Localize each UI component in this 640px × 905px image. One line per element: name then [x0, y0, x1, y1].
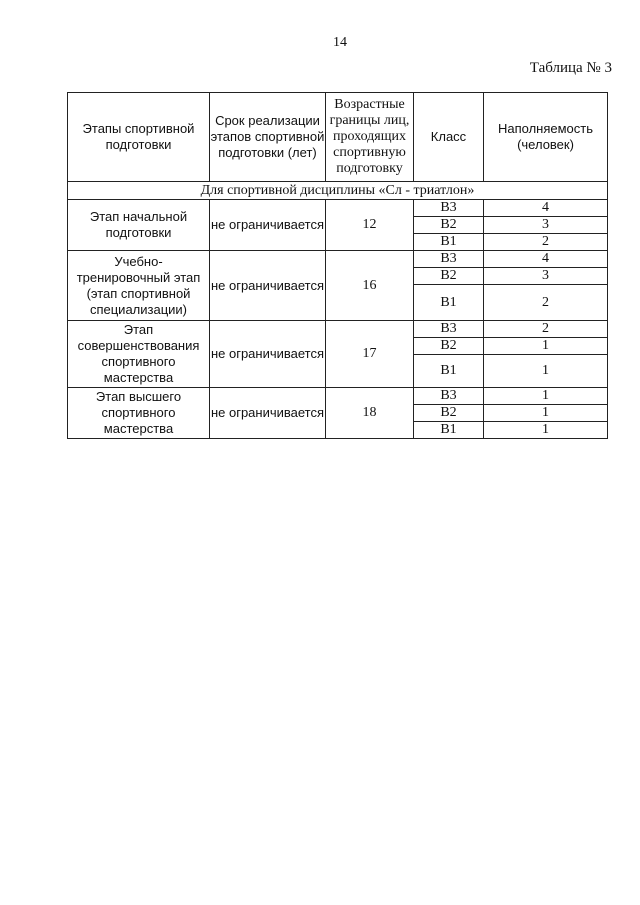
class-cell: В2: [414, 268, 484, 285]
duration-cell: не ограничивается: [210, 321, 326, 388]
class-cell: В2: [414, 338, 484, 355]
duration-cell: не ограничивается: [210, 388, 326, 439]
stage-cell: Учебно-тренировочный этап (этап спортивной специализации): [68, 251, 210, 321]
stage-cell: Этап начальной подготовки: [68, 200, 210, 251]
count-cell: 1: [484, 355, 608, 388]
class-cell: В2: [414, 405, 484, 422]
class-cell: В1: [414, 422, 484, 439]
class-cell: В1: [414, 285, 484, 321]
class-cell: В3: [414, 200, 484, 217]
page-number: 14: [333, 35, 347, 50]
age-cell: 18: [326, 388, 414, 439]
header-duration: Срок реализации этапов спортивной подготовки (лет): [210, 93, 326, 182]
header-row: [68, 93, 608, 182]
class-cell: В2: [414, 217, 484, 234]
discipline-row: [68, 182, 608, 200]
table-row: [68, 200, 608, 217]
count-cell: 1: [484, 405, 608, 422]
table-row: [68, 388, 608, 405]
class-cell: В3: [414, 251, 484, 268]
stage-cell: Этап высшего спортивного мастерства: [68, 388, 210, 439]
count-cell: 1: [484, 388, 608, 405]
count-cell: 1: [484, 338, 608, 355]
sports-training-table: [67, 92, 608, 439]
duration-cell: не ограничивается: [210, 200, 326, 251]
count-cell: 2: [484, 285, 608, 321]
class-cell: В3: [414, 321, 484, 338]
class-cell: В1: [414, 355, 484, 388]
class-cell: В3: [414, 388, 484, 405]
count-cell: 2: [484, 321, 608, 338]
age-cell: 12: [326, 200, 414, 251]
header-occupancy: Наполняемость (человек): [484, 93, 608, 182]
count-cell: 4: [484, 200, 608, 217]
age-cell: 16: [326, 251, 414, 321]
table-caption: Таблица № 3: [529, 60, 612, 76]
count-cell: 3: [484, 217, 608, 234]
count-cell: 3: [484, 268, 608, 285]
age-cell: 17: [326, 321, 414, 388]
count-cell: 1: [484, 422, 608, 439]
count-cell: 4: [484, 251, 608, 268]
header-class: Класс: [414, 93, 484, 182]
header-age: Возрастные границы лиц, проходящих спортивную подготовку: [326, 93, 414, 182]
discipline-title: Для спортивной дисциплины «Сл - триатлон»: [68, 182, 608, 200]
stage-cell: Этап совершенствования спортивного мастерства: [68, 321, 210, 388]
count-cell: 2: [484, 234, 608, 251]
table-row: [68, 321, 608, 338]
header-stages: Этапы спортивной подготовки: [68, 93, 210, 182]
class-cell: В1: [414, 234, 484, 251]
table-row: [68, 251, 608, 268]
duration-cell: не ограничивается: [210, 251, 326, 321]
